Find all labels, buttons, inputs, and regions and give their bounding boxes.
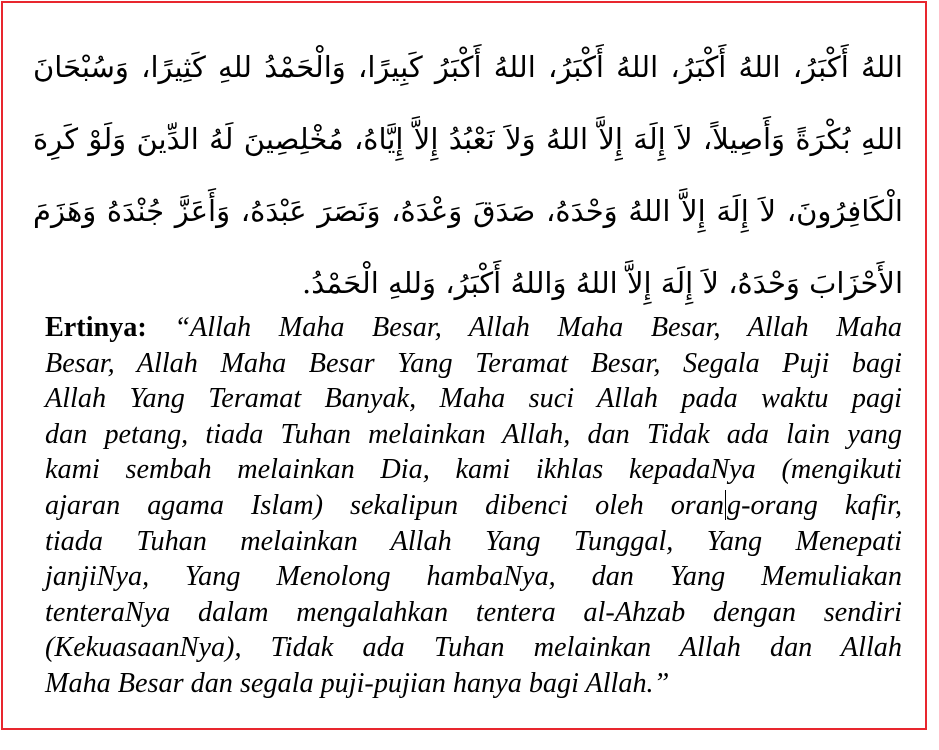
translation-line (45, 310, 902, 346)
document-frame (1, 1, 927, 730)
translation-line: tenteraNya dalam mengalahkan tentera al-Ahzab dengan sendiri (45, 596, 902, 628)
translation-text: “Allah Maha Besar, Allah Maha Besar, Allah Maha (174, 312, 903, 343)
translation-paragraph (45, 310, 902, 702)
translation-line: dan petang, tiada Tuhan melainkan Allah, dan Tidak ada lain yang (45, 418, 902, 450)
translation-line: janjiNya, Yang Menolong hambaNya, dan Yang Memuliakan (45, 561, 902, 593)
translation-label: Ertinya: (45, 312, 147, 343)
arabic-line: اللهُ أَكْبَرُ، اللهُ أَكْبَرُ، اللهُ أَكْبَرُ، اللهُ أَكْبَرُ كَبِيرًا، وَالْحَمْدُ للهِ كَثِيرًا، وَسُبْحَانَ (33, 50, 903, 84)
translation-line: kami sembah melainkan Dia, kami ikhlas kepadaNya (mengikuti (45, 454, 902, 486)
translation-line: Besar, Allah Maha Besar Yang Teramat Besar, Segala Puji bagi (45, 347, 902, 379)
text-cursor (725, 490, 726, 520)
translation-text: g-orang kafir, (726, 489, 902, 521)
translation-line: tiada Tuhan melainkan Allah Yang Tunggal, Yang Menepati (45, 525, 902, 557)
arabic-line: اللهِ بُكْرَةً وَأَصِيلاً، لاَ إِلَهَ إِلاَّ اللهُ وَلاَ نَعْبُدُ إِلاَّ إِيَّاهُ، مُخْلِصِينَ لَهُ الدِّينَ وَلَوْ كَرِهَ (33, 122, 903, 156)
arabic-text-block (33, 31, 903, 319)
translation-line: Maha Besar dan segala puji-pujian hanya bagi Allah.” (45, 667, 670, 699)
translation-line (45, 488, 902, 524)
translation-line: Allah Yang Teramat Banyak, Maha suci Allah pada waktu pagi (45, 383, 902, 415)
translation-line: (KekuasaanNya), Tidak ada Tuhan melainkan Allah dan Allah (45, 632, 902, 664)
translation-text: ajaran agama Islam) sekalipun dibenci oleh oran (45, 489, 724, 521)
arabic-line: الْكَافِرُونَ، لاَ إِلَهَ إِلاَّ اللهُ وَحْدَهُ، صَدَقَ وَعْدَهُ، وَنَصَرَ عَبْدَهُ، وَأَعَزَّ جُنْدَهُ وَهَزَمَ (33, 194, 903, 228)
arabic-line: الأَحْزَابَ وَحْدَهُ، لاَ إِلَهَ إِلاَّ اللهُ وَاللهُ أَكْبَرُ، وَللهِ الْحَمْدُ. (302, 266, 903, 300)
